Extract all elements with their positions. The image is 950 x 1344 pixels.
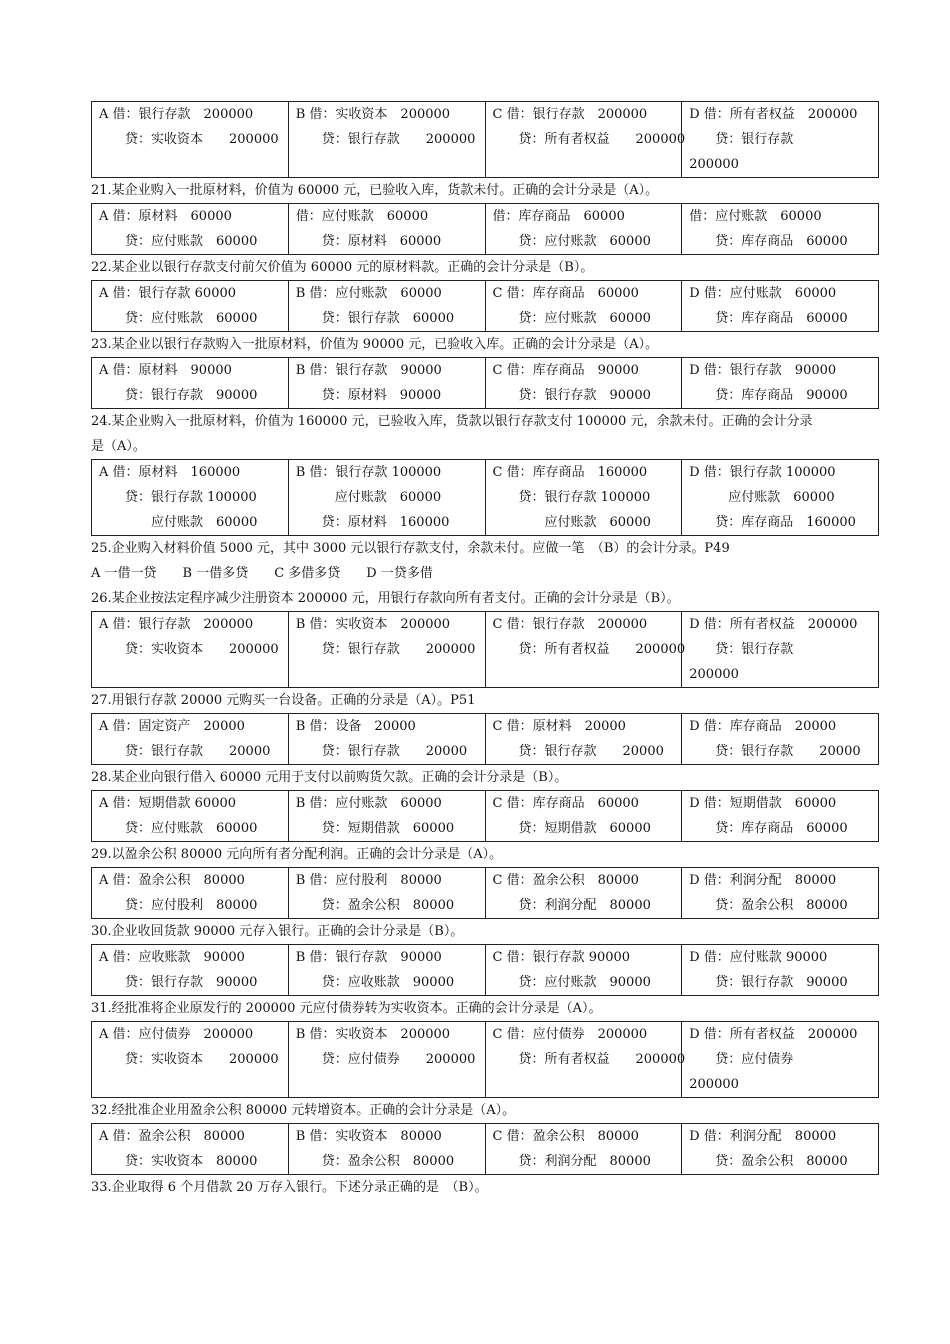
option-line: 贷：银行存款 20000 xyxy=(99,744,271,759)
option-line: A 借：盈余公积 80000 xyxy=(99,873,245,888)
option-line: A 借：固定资产 20000 xyxy=(99,719,245,734)
option-cell-c xyxy=(485,612,686,688)
option-cell-d xyxy=(682,945,879,996)
option-line: 贷：库存商品 160000 xyxy=(689,515,856,530)
option-cell-d xyxy=(682,102,879,178)
option-line: D 借：所有者权益 200000 xyxy=(689,617,858,632)
option-line: 借：应付账款 60000 xyxy=(689,209,822,224)
question-text: 24.某企业购入一批原材料，价值为 160000 元，已验收入库，货款以银行存款支付 100000 元，余款未付。正确的会计分录 是（A）。 xyxy=(91,414,813,454)
question-text: 32.经批准企业用盈余公积 80000 元转增资本。正确的会计分录是（A）。 xyxy=(91,1103,516,1118)
answer-options-table xyxy=(91,790,879,842)
option-cell-b xyxy=(288,714,485,765)
option-cell-b xyxy=(288,460,485,536)
option-line: A 借：银行存款 200000 xyxy=(99,107,254,122)
question-text: 21.某企业购入一批原材料，价值为 60000 元，已验收入库，货款未付。正确的会计分录是（A）。 xyxy=(91,183,659,198)
option-line: A 借：原材料 90000 xyxy=(99,363,232,378)
options-row xyxy=(92,945,879,996)
option-line: 借：库存商品 60000 xyxy=(492,209,625,224)
option-line: C 借：盈余公积 80000 xyxy=(492,873,639,888)
option-cell-b xyxy=(288,868,485,919)
option-line: 贷：所有者权益 200000 xyxy=(492,1052,686,1067)
option-cell-c xyxy=(485,460,682,536)
option-cell-b xyxy=(288,204,485,255)
option-line: 贷：银行存款 20000 xyxy=(295,744,468,759)
option-cell-a xyxy=(92,1022,289,1098)
option-line: B 借：设备 20000 xyxy=(295,719,416,734)
option-cell-a xyxy=(92,102,289,178)
option-cell-d xyxy=(682,791,879,842)
option-cell-d xyxy=(682,281,879,332)
option-line: 贷：银行存款 20000 xyxy=(689,744,861,759)
option-line: 贷：实收资本 200000 xyxy=(99,642,279,657)
option-line: B 借：实收资本 200000 xyxy=(295,617,451,632)
option-line: 贷：盈余公积 80000 xyxy=(295,898,455,913)
options-row xyxy=(92,358,879,409)
option-cell-a xyxy=(92,612,289,688)
option-cell-a xyxy=(92,460,289,536)
option-line: 贷：所有者权益 200000 xyxy=(492,642,686,657)
question-text: 22.某企业以银行存款支付前欠价值为 60000 元的原材料款。正确的会计分录是（B）。 xyxy=(91,260,594,275)
options-row xyxy=(92,714,879,765)
option-line: 贷：原材料 90000 xyxy=(295,388,442,403)
option-cell-b xyxy=(288,612,485,688)
option-line: 贷：库存商品 60000 xyxy=(689,821,848,836)
option-cell-c xyxy=(485,945,682,996)
option-line: 贷：银行存款 200000 xyxy=(295,642,476,657)
option-cell-b xyxy=(288,102,485,178)
option-line: 贷：银行存款 100000 xyxy=(99,490,257,505)
option-line: 贷：原材料 60000 xyxy=(295,234,442,249)
option-line: C 借：盈余公积 80000 xyxy=(492,1129,639,1144)
option-line: B 借：应付股利 80000 xyxy=(295,873,442,888)
option-cell-c xyxy=(485,204,682,255)
option-line: 贷：应付债券 200000 xyxy=(295,1052,476,1067)
option-line: B 借：实收资本 200000 xyxy=(295,1027,451,1042)
question-text: 25.企业购入材料价值 5000 元，其中 3000 元以银行存款支付，余款未付。应做一笔 （B）的会计分录。P49 A 一借一贷 B 一借多贷 C 多借多贷 D 一贷多借 xyxy=(91,541,730,581)
question-text: 23.某企业以银行存款购入一批原材料，价值为 90000 元，已验收入库。正确的会计分录是（A）。 xyxy=(91,337,659,352)
question-text: 31.经批准将企业原发行的 200000 元应付债券转为实收资本。正确的会计分录是（A）。 xyxy=(91,1001,602,1016)
option-line: 贷：盈余公积 80000 xyxy=(689,1154,848,1169)
option-line: 贷：银行存款 60000 xyxy=(295,311,455,326)
option-cell-b xyxy=(288,791,485,842)
option-line: A 借：应付债券 200000 xyxy=(99,1027,254,1042)
option-line: 应付账款 60000 xyxy=(689,490,835,505)
option-line: A 借：盈余公积 80000 xyxy=(99,1129,245,1144)
option-line: 贷：银行存款 90000 xyxy=(492,388,651,403)
option-line: B 借：银行存款 90000 xyxy=(295,363,442,378)
options-row xyxy=(92,460,879,536)
option-line: A 借：银行存款 60000 xyxy=(99,286,237,301)
option-line: 借：应付账款 60000 xyxy=(295,209,429,224)
option-cell-a xyxy=(92,791,289,842)
option-line: C 借：银行存款 90000 xyxy=(492,950,631,965)
option-line: 贷：库存商品 60000 xyxy=(689,311,848,326)
option-line: B 借：应付账款 60000 xyxy=(295,286,442,301)
option-line: 200000 xyxy=(689,667,739,682)
options-row xyxy=(92,1124,879,1175)
option-line: 贷：银行存款 20000 xyxy=(492,744,664,759)
question-text: 26.某企业按法定程序减少注册资本 200000 元，用银行存款向所有者支付。正确的会计分录是（B）。 xyxy=(91,591,680,606)
option-cell-c xyxy=(485,791,682,842)
option-cell-d xyxy=(682,868,879,919)
option-cell-c xyxy=(485,714,682,765)
options-row xyxy=(92,1022,879,1098)
option-line: 贷：应付股利 80000 xyxy=(99,898,258,913)
question-text: 33.企业取得 6 个月借款 20 万存入银行。下述分录正确的是 （B）。 xyxy=(91,1180,488,1195)
option-cell-a xyxy=(92,358,289,409)
option-cell-c xyxy=(485,358,682,409)
answer-options-table xyxy=(91,1021,879,1098)
option-cell-c xyxy=(485,281,682,332)
option-cell-d xyxy=(682,204,879,255)
option-line: 贷：库存商品 60000 xyxy=(689,234,848,249)
question-text: 28.某企业向银行借入 60000 元用于支付以前购货欠款。正确的会计分录是（B）。 xyxy=(91,770,568,785)
option-line: 贷：短期借款 60000 xyxy=(295,821,455,836)
option-cell-c xyxy=(485,1124,682,1175)
option-line: B 借：应付账款 60000 xyxy=(295,796,442,811)
option-line: 贷：银行存款 200000 xyxy=(295,132,476,147)
option-line: 贷：应付账款 60000 xyxy=(492,311,651,326)
option-cell-b xyxy=(288,1022,485,1098)
answer-options-table xyxy=(91,101,879,178)
question-text: 30.企业收回货款 90000 元存入银行。正确的会计分录是（B）。 xyxy=(91,924,464,939)
option-line: 贷：银行存款 xyxy=(689,642,794,657)
option-cell-c xyxy=(485,1022,686,1098)
option-line: 贷：库存商品 90000 xyxy=(689,388,848,403)
option-line: D 借：利润分配 80000 xyxy=(689,1129,837,1144)
option-cell-b xyxy=(288,358,485,409)
option-line: D 借：银行存款 100000 xyxy=(689,465,836,480)
option-cell-a xyxy=(92,714,289,765)
option-line: 贷：银行存款 xyxy=(689,132,794,147)
answer-options-table xyxy=(91,357,879,409)
option-line: A 借：原材料 160000 xyxy=(99,465,241,480)
option-line: 贷：银行存款 90000 xyxy=(99,388,258,403)
option-cell-a xyxy=(92,204,289,255)
answer-options-table xyxy=(91,280,879,332)
option-line: D 借：银行存款 90000 xyxy=(689,363,837,378)
option-cell-d xyxy=(682,1124,879,1175)
option-line: A 借：短期借款 60000 xyxy=(99,796,237,811)
option-line: C 借：应付债券 200000 xyxy=(492,1027,648,1042)
answer-options-table xyxy=(91,944,879,996)
option-line: 贷：应付债券 xyxy=(689,1052,794,1067)
option-line: 贷：银行存款 100000 xyxy=(492,490,651,505)
option-line: 贷：利润分配 80000 xyxy=(492,1154,651,1169)
option-cell-c xyxy=(485,102,686,178)
option-cell-d xyxy=(682,358,879,409)
option-line: B 借：实收资本 200000 xyxy=(295,107,451,122)
option-line: C 借：库存商品 160000 xyxy=(492,465,648,480)
option-line: 贷：实收资本 200000 xyxy=(99,132,279,147)
option-line: 贷：应付账款 60000 xyxy=(99,821,258,836)
question-text: 29.以盈余公积 80000 元向所有者分配利润。正确的会计分录是（A）。 xyxy=(91,847,503,862)
option-line: B 借：实收资本 80000 xyxy=(295,1129,442,1144)
option-line: 200000 xyxy=(689,157,739,172)
option-line: 应付账款 60000 xyxy=(295,490,442,505)
option-line: 贷：盈余公积 80000 xyxy=(689,898,848,913)
option-line: 应付账款 60000 xyxy=(492,515,651,530)
option-cell-a xyxy=(92,945,289,996)
options-row xyxy=(92,791,879,842)
option-line: 贷：实收资本 80000 xyxy=(99,1154,258,1169)
options-row xyxy=(92,281,879,332)
options-row xyxy=(92,868,879,919)
option-line: C 借：银行存款 200000 xyxy=(492,617,648,632)
options-row xyxy=(92,102,879,178)
options-row xyxy=(92,204,879,255)
option-line: 贷：银行存款 90000 xyxy=(99,975,258,990)
option-line: 贷：应付账款 60000 xyxy=(99,234,258,249)
option-line: 200000 xyxy=(689,1077,739,1092)
option-line: 贷：利润分配 80000 xyxy=(492,898,651,913)
option-line: C 借：库存商品 60000 xyxy=(492,286,639,301)
option-cell-b xyxy=(288,1124,485,1175)
option-line: 应付账款 60000 xyxy=(99,515,258,530)
option-line: 贷：应付账款 90000 xyxy=(492,975,651,990)
option-cell-d xyxy=(682,1022,879,1098)
option-cell-c xyxy=(485,868,682,919)
option-cell-a xyxy=(92,1124,289,1175)
option-line: B 借：银行存款 100000 xyxy=(295,465,442,480)
document-page xyxy=(91,101,879,1200)
answer-options-table xyxy=(91,867,879,919)
option-line: 贷：短期借款 60000 xyxy=(492,821,651,836)
option-cell-d xyxy=(682,612,879,688)
option-line: D 借：利润分配 80000 xyxy=(689,873,837,888)
option-cell-d xyxy=(682,714,879,765)
option-line: C 借：库存商品 60000 xyxy=(492,796,639,811)
option-line: A 借：原材料 60000 xyxy=(99,209,232,224)
option-cell-a xyxy=(92,868,289,919)
answer-options-table xyxy=(91,1123,879,1175)
option-line: 贷：应付账款 60000 xyxy=(99,311,258,326)
option-line: 贷：银行存款 90000 xyxy=(689,975,848,990)
option-line: D 借：短期借款 60000 xyxy=(689,796,837,811)
option-line: 贷：原材料 160000 xyxy=(295,515,450,530)
option-line: 贷：实收资本 200000 xyxy=(99,1052,279,1067)
answer-options-table xyxy=(91,713,879,765)
option-line: 贷：所有者权益 200000 xyxy=(492,132,686,147)
option-cell-b xyxy=(288,281,485,332)
option-line: 贷：应付账款 60000 xyxy=(492,234,651,249)
option-line: A 借：应收账款 90000 xyxy=(99,950,245,965)
option-line: D 借：所有者权益 200000 xyxy=(689,1027,858,1042)
option-line: C 借：原材料 20000 xyxy=(492,719,626,734)
question-text: 27.用银行存款 20000 元购买一台设备。正确的分录是（A）。P51 xyxy=(91,693,476,708)
option-line: D 借：应付账款 90000 xyxy=(689,950,828,965)
answer-options-table xyxy=(91,203,879,255)
option-line: C 借：库存商品 90000 xyxy=(492,363,639,378)
option-line: 贷：盈余公积 80000 xyxy=(295,1154,455,1169)
answer-options-table xyxy=(91,611,879,688)
option-line: D 借：应付账款 60000 xyxy=(689,286,837,301)
answer-options-table xyxy=(91,459,879,536)
option-cell-b xyxy=(288,945,485,996)
option-line: D 借：库存商品 20000 xyxy=(689,719,837,734)
option-line: C 借：银行存款 200000 xyxy=(492,107,648,122)
options-row xyxy=(92,612,879,688)
option-line: 贷：应收账款 90000 xyxy=(295,975,455,990)
option-line: D 借：所有者权益 200000 xyxy=(689,107,858,122)
option-line: B 借：银行存款 90000 xyxy=(295,950,442,965)
option-cell-a xyxy=(92,281,289,332)
option-line: A 借：银行存款 200000 xyxy=(99,617,254,632)
option-cell-d xyxy=(682,460,879,536)
